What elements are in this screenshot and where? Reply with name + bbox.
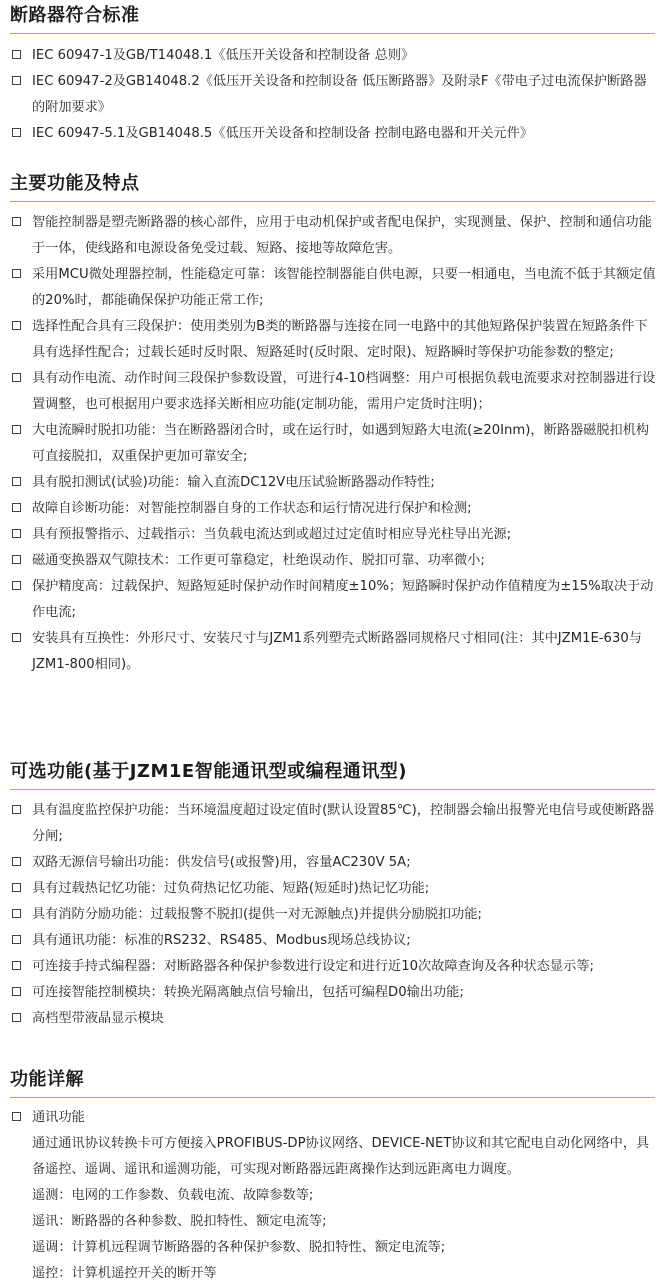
- list-item: [0, 902, 660, 928]
- standards-section: [0, 4, 660, 147]
- item-text: 具有通讯功能：标准的RS232、RS485、Modbus现场总线协议;: [32, 933, 411, 948]
- details-title: 功能详解: [10, 1069, 84, 1090]
- list-item: [0, 626, 660, 678]
- checkbox-icon: [12, 883, 21, 892]
- item-text: 高档型带液晶显示模块: [32, 1011, 164, 1026]
- optional-divider: [10, 789, 655, 790]
- list-item: [0, 366, 660, 418]
- item-text: IEC 60947-2及GB14048.2《低压开关设备和控制设备 低压断路器》及附录F《带电子过电流保护断路器的附加要求》: [32, 74, 647, 115]
- item-text: 通讯功能: [32, 1110, 85, 1125]
- item-text: IEC 60947-1及GB/T14048.1《低压开关设备和控制设备 总则》: [32, 48, 415, 63]
- item-text: 具有预报警指示、过载指示：当负载电流达到或超过过定值时相应导光柱导出光源;: [32, 527, 512, 542]
- telecontrol-line: 遥控：计算机遥控开关的断开等: [32, 1266, 217, 1281]
- checkbox-icon: [12, 425, 21, 434]
- checkbox-icon: [12, 935, 21, 944]
- standards-divider: [10, 33, 655, 34]
- checkbox-icon: [12, 805, 21, 814]
- optional-title: 可选功能(基于JZM1E智能通讯型或编程通讯型): [10, 761, 407, 782]
- checkbox-icon: [12, 50, 21, 59]
- list-item: [0, 876, 660, 902]
- checkbox-icon: [12, 76, 21, 85]
- checkbox-icon: [12, 128, 21, 137]
- item-text: 故障自诊断功能：对智能控制器自身的工作状态和运行情况进行保护和检测;: [32, 501, 472, 516]
- checkbox-icon: [12, 477, 21, 486]
- item-text: 磁通变换器双气隙技术：工作更可靠稳定，杜绝误动作、脱扣可靠、功率微小;: [32, 553, 485, 568]
- features-list: [0, 210, 660, 678]
- list-item: [0, 418, 660, 470]
- list-item: [0, 522, 660, 548]
- checkbox-icon: [12, 373, 21, 382]
- list-item: [0, 980, 660, 1006]
- list-item: [0, 798, 660, 850]
- checkbox-icon: [12, 909, 21, 918]
- item-text: 选择性配合具有三段保护：使用类别为B类的断路器与连接在同一电路中的其他短路保护装置在短路条件下具有选择性配合；过载长延时反时限、短路延时(反时限、定时限)、短路瞬时等保护功能参数的整定;: [32, 319, 648, 360]
- item-text: 具有动作电流、动作时间三段保护参数设置，可进行4-10档调整：用户可根据负载电流要求对控制器进行设置调整，也可根据用户要求选择关断相应功能(定制功能，需用户定货时注明)；: [32, 371, 656, 412]
- standards-title: 断路器符合标准: [10, 5, 140, 26]
- details-section: [0, 1068, 660, 1287]
- optional-section: [0, 760, 660, 1032]
- list-item: [0, 496, 660, 522]
- optional-list: [0, 798, 660, 1032]
- list-item: [0, 548, 660, 574]
- checkbox-icon: [12, 1013, 21, 1022]
- item-text: 保护精度高：过载保护、短路短延时保护动作时间精度±10%；短路瞬时保护动作值精度为±15%取决于动作电流;: [32, 579, 654, 620]
- checkbox-icon: [12, 987, 21, 996]
- item-text: 采用MCU微处理器控制，性能稳定可靠：该智能控制器能自供电源，只要一相通电，当电流不低于其额定值的20%时，都能确保保护功能正常工作;: [32, 267, 656, 308]
- item-text: 大电流瞬时脱扣功能：当在断路器闭合时，或在运行时，如遇到短路大电流(≥20Inm)，断路器磁脱扣机构可直接脱扣，双重保护更加可靠安全;: [32, 423, 650, 464]
- list-item: [0, 210, 660, 262]
- checkbox-icon: [12, 321, 21, 330]
- details-divider: [10, 1097, 655, 1098]
- list-item: [0, 470, 660, 496]
- checkbox-icon: [12, 269, 21, 278]
- item-text: 具有温度监控保护功能：当环境温度超过设定值时(默认设置85℃)，控制器会输出报警光电信号或使断路器分闸;: [32, 803, 655, 844]
- list-item: [0, 121, 660, 147]
- checkbox-icon: [12, 1112, 21, 1121]
- list-item: [0, 314, 660, 366]
- telesignal-line: 遥讯：断路器的各种参数、脱扣特性、额定电流等;: [32, 1214, 327, 1229]
- item-text: 具有过载热记忆功能：过负荷热记忆功能、短路(短延时)热记忆功能;: [32, 881, 430, 896]
- list-item: [0, 262, 660, 314]
- item-text: 具有脱扣测试(试验)功能：输入直流DC12V电压试验断路器动作特性;: [32, 475, 435, 490]
- checkbox-icon: [12, 529, 21, 538]
- features-section: [0, 172, 660, 678]
- checkbox-icon: [12, 555, 21, 564]
- checkbox-icon: [12, 217, 21, 226]
- item-text: 可连接智能控制模块：转换光隔离触点信号输出，包括可编程D0输出功能;: [32, 985, 464, 1000]
- item-text: 安装具有互换性：外形尺寸、安装尺寸与JZM1系列塑壳式断路器同规格尺寸相同(注：其中JZM1E-630与JZM1-800相同)。: [32, 631, 642, 672]
- checkbox-icon: [12, 581, 21, 590]
- telemetry-line: 遥测：电网的工作参数、负载电流、故障参数等;: [32, 1188, 314, 1203]
- checkbox-icon: [12, 503, 21, 512]
- features-divider: [10, 201, 655, 202]
- teleadjust-line: 遥调：计算机远程调节断路器的各种保护参数、脱扣特性、额定电流等;: [32, 1240, 446, 1255]
- standards-list: [0, 43, 660, 147]
- item-text: 双路无源信号输出功能：供发信号(或报警)用，容量AC230V 5A;: [32, 855, 411, 870]
- item-text: 智能控制器是塑壳断路器的核心部件，应用于电动机保护或者配电保护，实现测量、保护、控制和通信功能于一体，使线路和电源设备免受过载、短路、接地等故障危害。: [32, 215, 652, 256]
- list-item: [0, 1105, 660, 1131]
- list-item: [0, 850, 660, 876]
- list-item: [0, 43, 660, 69]
- item-text: 可连接手持式编程器：对断路器各种保护参数进行设定和进行近10次故障查询及各种状态显示等;: [32, 959, 594, 974]
- item-text: IEC 60947-5.1及GB14048.5《低压开关设备和控制设备 控制电路电器和开关元件》: [32, 126, 533, 141]
- list-item: [0, 1006, 660, 1032]
- checkbox-icon: [12, 633, 21, 642]
- list-item: [0, 954, 660, 980]
- checkbox-icon: [12, 857, 21, 866]
- item-text: 具有消防分励功能：过载报警不脱扣(提供一对无源触点)并提供分励脱扣功能;: [32, 907, 482, 922]
- list-item: [0, 69, 660, 121]
- list-item: [0, 928, 660, 954]
- details-paragraph: 通过通讯协议转换卡可方便接入PROFIBUS-DP协议网络、DEVICE-NET协议和其它配电自动化网络中，具备遥控、遥调、遥讯和遥测功能，可实现对断路器远距离操作达到远距离电力调度。: [32, 1136, 650, 1177]
- list-item: [0, 574, 660, 626]
- checkbox-icon: [12, 961, 21, 970]
- features-title: 主要功能及特点: [10, 173, 140, 194]
- details-list: [0, 1105, 660, 1131]
